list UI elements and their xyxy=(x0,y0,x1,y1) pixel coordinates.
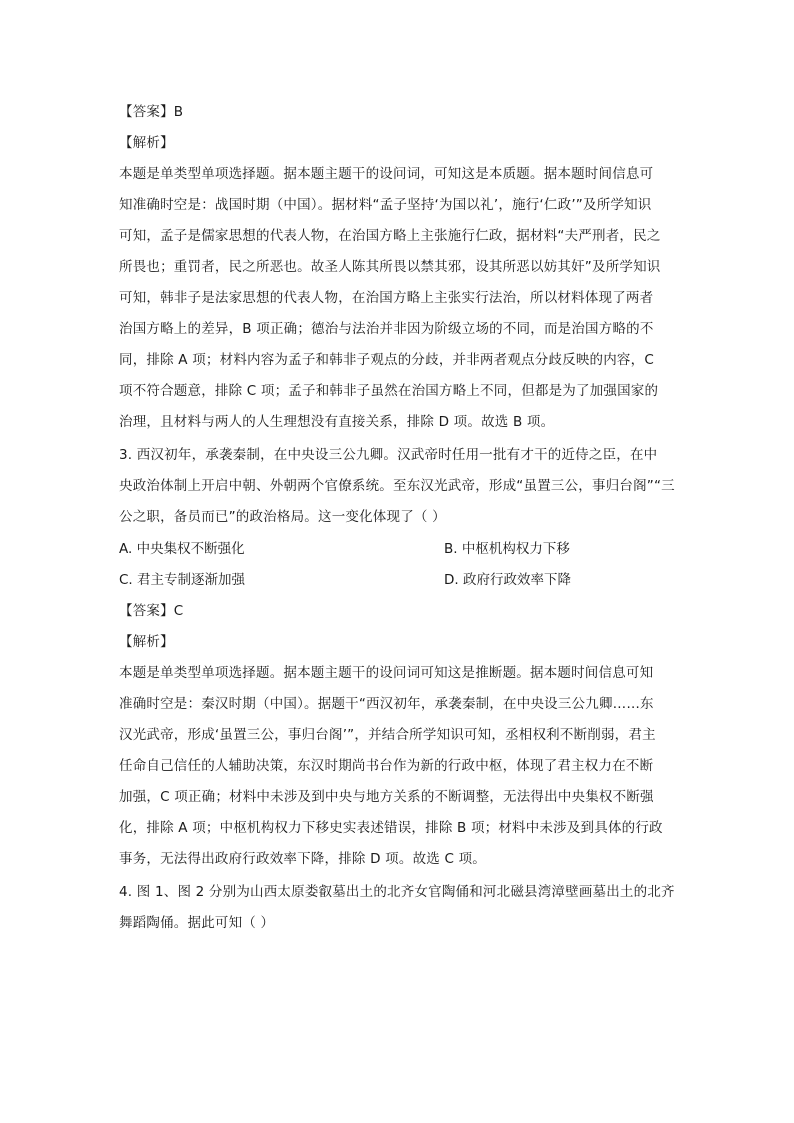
document-page xyxy=(119,0,675,1123)
option-b: B. 中枢机构权力下移 xyxy=(444,541,570,557)
analysis-line: 本题是单类型单项选择题。据本题主题干的设问词，可知这是本质题。据本题时间信息可 xyxy=(119,166,654,182)
question-4-stem: 4. 图 1、图 2 分别为山西太原娄叡墓出土的北齐女官陶俑和河北磁县湾漳壁画墓出土的北齐 xyxy=(119,884,675,900)
question-3-stem: 3. 西汉初年，承袭秦制，在中央设三公九卿。汉武帝时任用一批有才干的近侍之臣，在中 xyxy=(119,447,658,463)
question-3-stem: 公之职，备员而已”的政治格局。这一变化体现了（ ） xyxy=(119,509,446,525)
analysis-line: 所畏也；重罚者，民之所恶也。故圣人陈其所畏以禁其邪，设其所恶以妨其奸”及所学知识 xyxy=(119,259,661,275)
analysis-line: 治理，且材料与两人的人生理想没有直接关系，排除 D 项。故选 B 项。 xyxy=(119,414,555,430)
question-4-stem: 舞蹈陶俑。据此可知（ ） xyxy=(119,915,275,931)
analysis-line: 可知，韩非子是法家思想的代表人物，在治国方略上主张实行法治，所以材料体现了两者 xyxy=(119,290,654,306)
analysis-line: 项不符合题意，排除 C 项；孟子和韩非子虽然在治国方略上不同，但都是为了加强国家的 xyxy=(119,383,659,399)
analysis-line: 治国方略上的差异，B 项正确；德治与法治并非因为阶级立场的不同，而是治国方略的不 xyxy=(119,321,654,337)
question-3-stem: 央政治体制上开启中朝、外朝两个官僚系统。至东汉光武帝，形成“虽置三公，事归台阁”“三 xyxy=(119,478,675,494)
analysis-line: 化，排除 A 项；中枢机构权力下移史实表述错误，排除 B 项；材料中未涉及到具体的行政 xyxy=(119,820,663,836)
analysis-line: 任命自己信任的人辅助决策，东汉时期尚书台作为新的行政中枢，体现了君主权力在不断 xyxy=(119,758,654,774)
analysis-line: 准确时空是：秦汉时期（中国）。据题干“西汉初年，承袭秦制，在中央设三公九卿……东 xyxy=(119,696,654,712)
analysis-line: 可知，孟子是儒家思想的代表人物，在治国方略上主张施行仁政，据材料“夫严刑者，民之 xyxy=(119,228,661,244)
analysis-line: 加强，C 项正确；材料中未涉及到中央与地方关系的不断调整，无法得出中央集权不断强 xyxy=(119,789,654,805)
analysis-label-q3: 【解析】 xyxy=(119,634,174,650)
analysis-line: 本题是单类型单项选择题。据本题主题干的设问词可知这是推断题。据本题时间信息可知 xyxy=(119,665,654,681)
analysis-label-q2: 【解析】 xyxy=(119,135,174,151)
option-d: D. 政府行政效率下降 xyxy=(444,572,571,588)
option-c: C. 君主专制逐渐加强 xyxy=(119,572,246,588)
analysis-line: 同，排除 A 项；材料内容为孟子和韩非子观点的分歧，并非两者观点分歧反映的内容，C xyxy=(119,352,654,368)
analysis-line: 知准确时空是：战国时期（中国）。据材料“孟子坚持‘为国以礼’，施行‘仁政’”及所学知识 xyxy=(119,197,652,213)
answer-label-q3: 【答案】C xyxy=(119,603,184,619)
analysis-line: 汉光武帝，形成‘虽置三公，事归台阁’”，并结合所学知识可知，丞相权利不断削弱，君主 xyxy=(119,727,656,743)
option-a: A. 中央集权不断强化 xyxy=(119,541,245,557)
answer-label-q2: 【答案】B xyxy=(119,104,184,120)
analysis-line: 事务，无法得出政府行政效率下降，排除 D 项。故选 C 项。 xyxy=(119,851,486,867)
